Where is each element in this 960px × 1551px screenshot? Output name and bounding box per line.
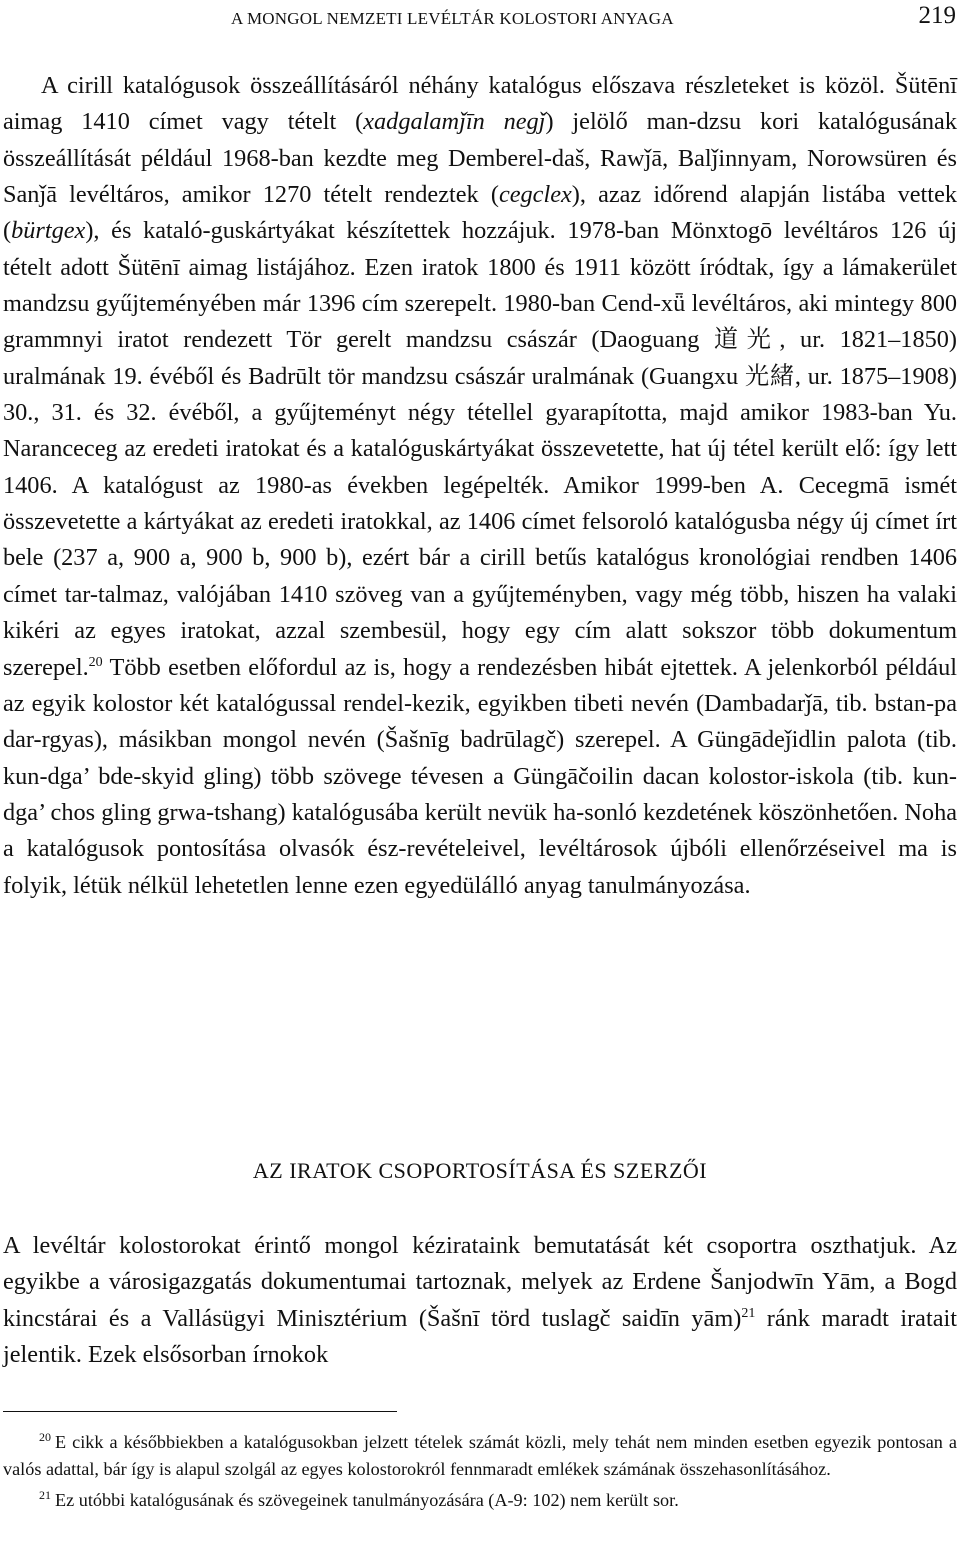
- running-header: [0, 0, 960, 40]
- page-number: 219: [918, 2, 956, 29]
- text-run: ) jelölő man-dzsu kori katalógusának összeállítását például 1968-ban kezdte meg Demberel-daš, Rawǰā, Balǰinnyam, Norowsüren és Sanǰā levéltáros, amikor 1270 tételt rendeztek (: [3, 108, 957, 209]
- text-run: ), és kataló-guskártyákat készítettek hozzájuk. 1978-ban Mönxtogō levéltáros 126 új tételt adott Šütēnī aimag listájához. Ezen iratok 1800 és 1911 között íródtak, így a lámakerület mandzsu gyűjteményében már 1396 cím szerepelt. 1980-ban Cend-xǖ levéltáros, aki mintegy 800 grammnyi iratot rendezett Tör gerelt mandzsu császár (Daoguang 道光, ur. 1821–1850) uralmának 19. évéből és Badrūlt tör mandzsu császár uralmának (Guangxu 光緒, ur. 1875–1908) 30., 31. és 32. évéből, a gyűjteményt négy tétellel gyarapította, majd amikor 1983-ban Yu. Naranceceg az eredeti iratokat és a katalóguskártyákat összevetette, hat új tétel került elő: így lett 1406. A katalógust az 1980-as években legépelték. Amikor 1999-ben A. Cecegmā ismét összevetette a kártyákat az eredeti iratokkal, az 1406 címet felsoroló katalógusba négy új címet írt bele (237 a, 900 a, 900 b, 900 b), ezért bár a cirill betűs katalógus kronológiai rendben 1406 címet tar-talmaz, valójában 1410 szöveg van a gyűjteményben, vagy még több, hiszen ha valaki kikéri az egyes iratokat, azzal szembesül, hogy egy cím alatt sokszor több dokumentum szerepel.: [3, 217, 957, 681]
- footnote-text: Ez utóbbi katalógusának és szövegeinek tanulmányozására (A-9: 102) nem került sor.: [55, 1490, 679, 1511]
- footnote-ref-21[interactable]: 21: [741, 1305, 756, 1321]
- footnote-text: E cikk a későbbiekben a katalógusokban jelzett tételek számát közli, mely tehát nem minden esetben egyezik pontosan a valós adattal, bár így is alapul szolgál az egyes kolostorokról fennmaradt emlékek számának összehasonlításához.: [3, 1432, 957, 1479]
- text-run: A cirill katalógusok összeállításáról néhány katalógus előszava részleteket is közöl. Šütēnī aimag 1410 címet vagy tételt (: [3, 72, 957, 136]
- body-paragraph-2: [3, 1228, 957, 1373]
- text-run: A levéltár kolostorokat érintő mongol kézirataink bemutatását két csoportra oszthatjuk. Az egyikbe a városigazgatás dokumentumai tartoznak, melyek az Erdene Šanjodwīn Yām, a Bogd kincstárai és a Vallásügyi Minisztérium (Šašnī törd tuslagč saidīn yām): [3, 1232, 957, 1332]
- footnote-21: [3, 1482, 957, 1514]
- italic-term: bürtgex: [11, 217, 86, 245]
- footnote-separator: [3, 1411, 397, 1412]
- text-run: ránk maradt iratait jelentik. Ezek elsősorban írnokok: [3, 1304, 957, 1369]
- text-run: ), azaz időrend alapján listába vettek (: [3, 181, 957, 245]
- footnote-ref-20[interactable]: 20: [88, 654, 103, 670]
- text-run: Több esetben előfordul az is, hogy a rendezésben hibát ejtettek. A jelenkorból például az egyik kolostor két katalógussal rendel-kezik, egyikben tibeti nevén (Dambadarǰā, tib. bstan-pa dar-rgyas), másikban mongol nevén (Šašnīg badrūlagč) szerepel. A Güngādeǰidlin palota (tib. kun-dga’ bde-skyid gling) több szövege tévesen a Güngāčoilin dacan kolostor-iskola (tib. kun-dga’ chos gling grwa-tshang) katalógusába került nevük ha-sonló kezdetének köszönhetően. Noha a katalógusok pontosítása olvasók ész-revételeivel, levéltárosok újbóli ellenőrzéseivel ma is folyik, létük nélkül lehetetlen lenne ezen egyedülálló anyag tanulmányozása.: [3, 653, 957, 899]
- footnotes: [3, 1424, 957, 1514]
- body-paragraph-1: [3, 68, 957, 904]
- italic-term: cegclex: [498, 181, 572, 209]
- running-title: A MONGOL NEMZETI LEVÉLTÁR KOLOSTORI ANYAGA: [231, 9, 674, 28]
- footnote-number: 20: [39, 1430, 51, 1444]
- footnote-number: 21: [39, 1488, 51, 1503]
- section-heading: AZ IRATOK CSOPORTOSÍTÁSA ÉS SZERZŐI: [252, 1158, 708, 1183]
- footnote-20: [3, 1424, 957, 1482]
- italic-term: xadgalamǰīn negǰ: [363, 108, 546, 136]
